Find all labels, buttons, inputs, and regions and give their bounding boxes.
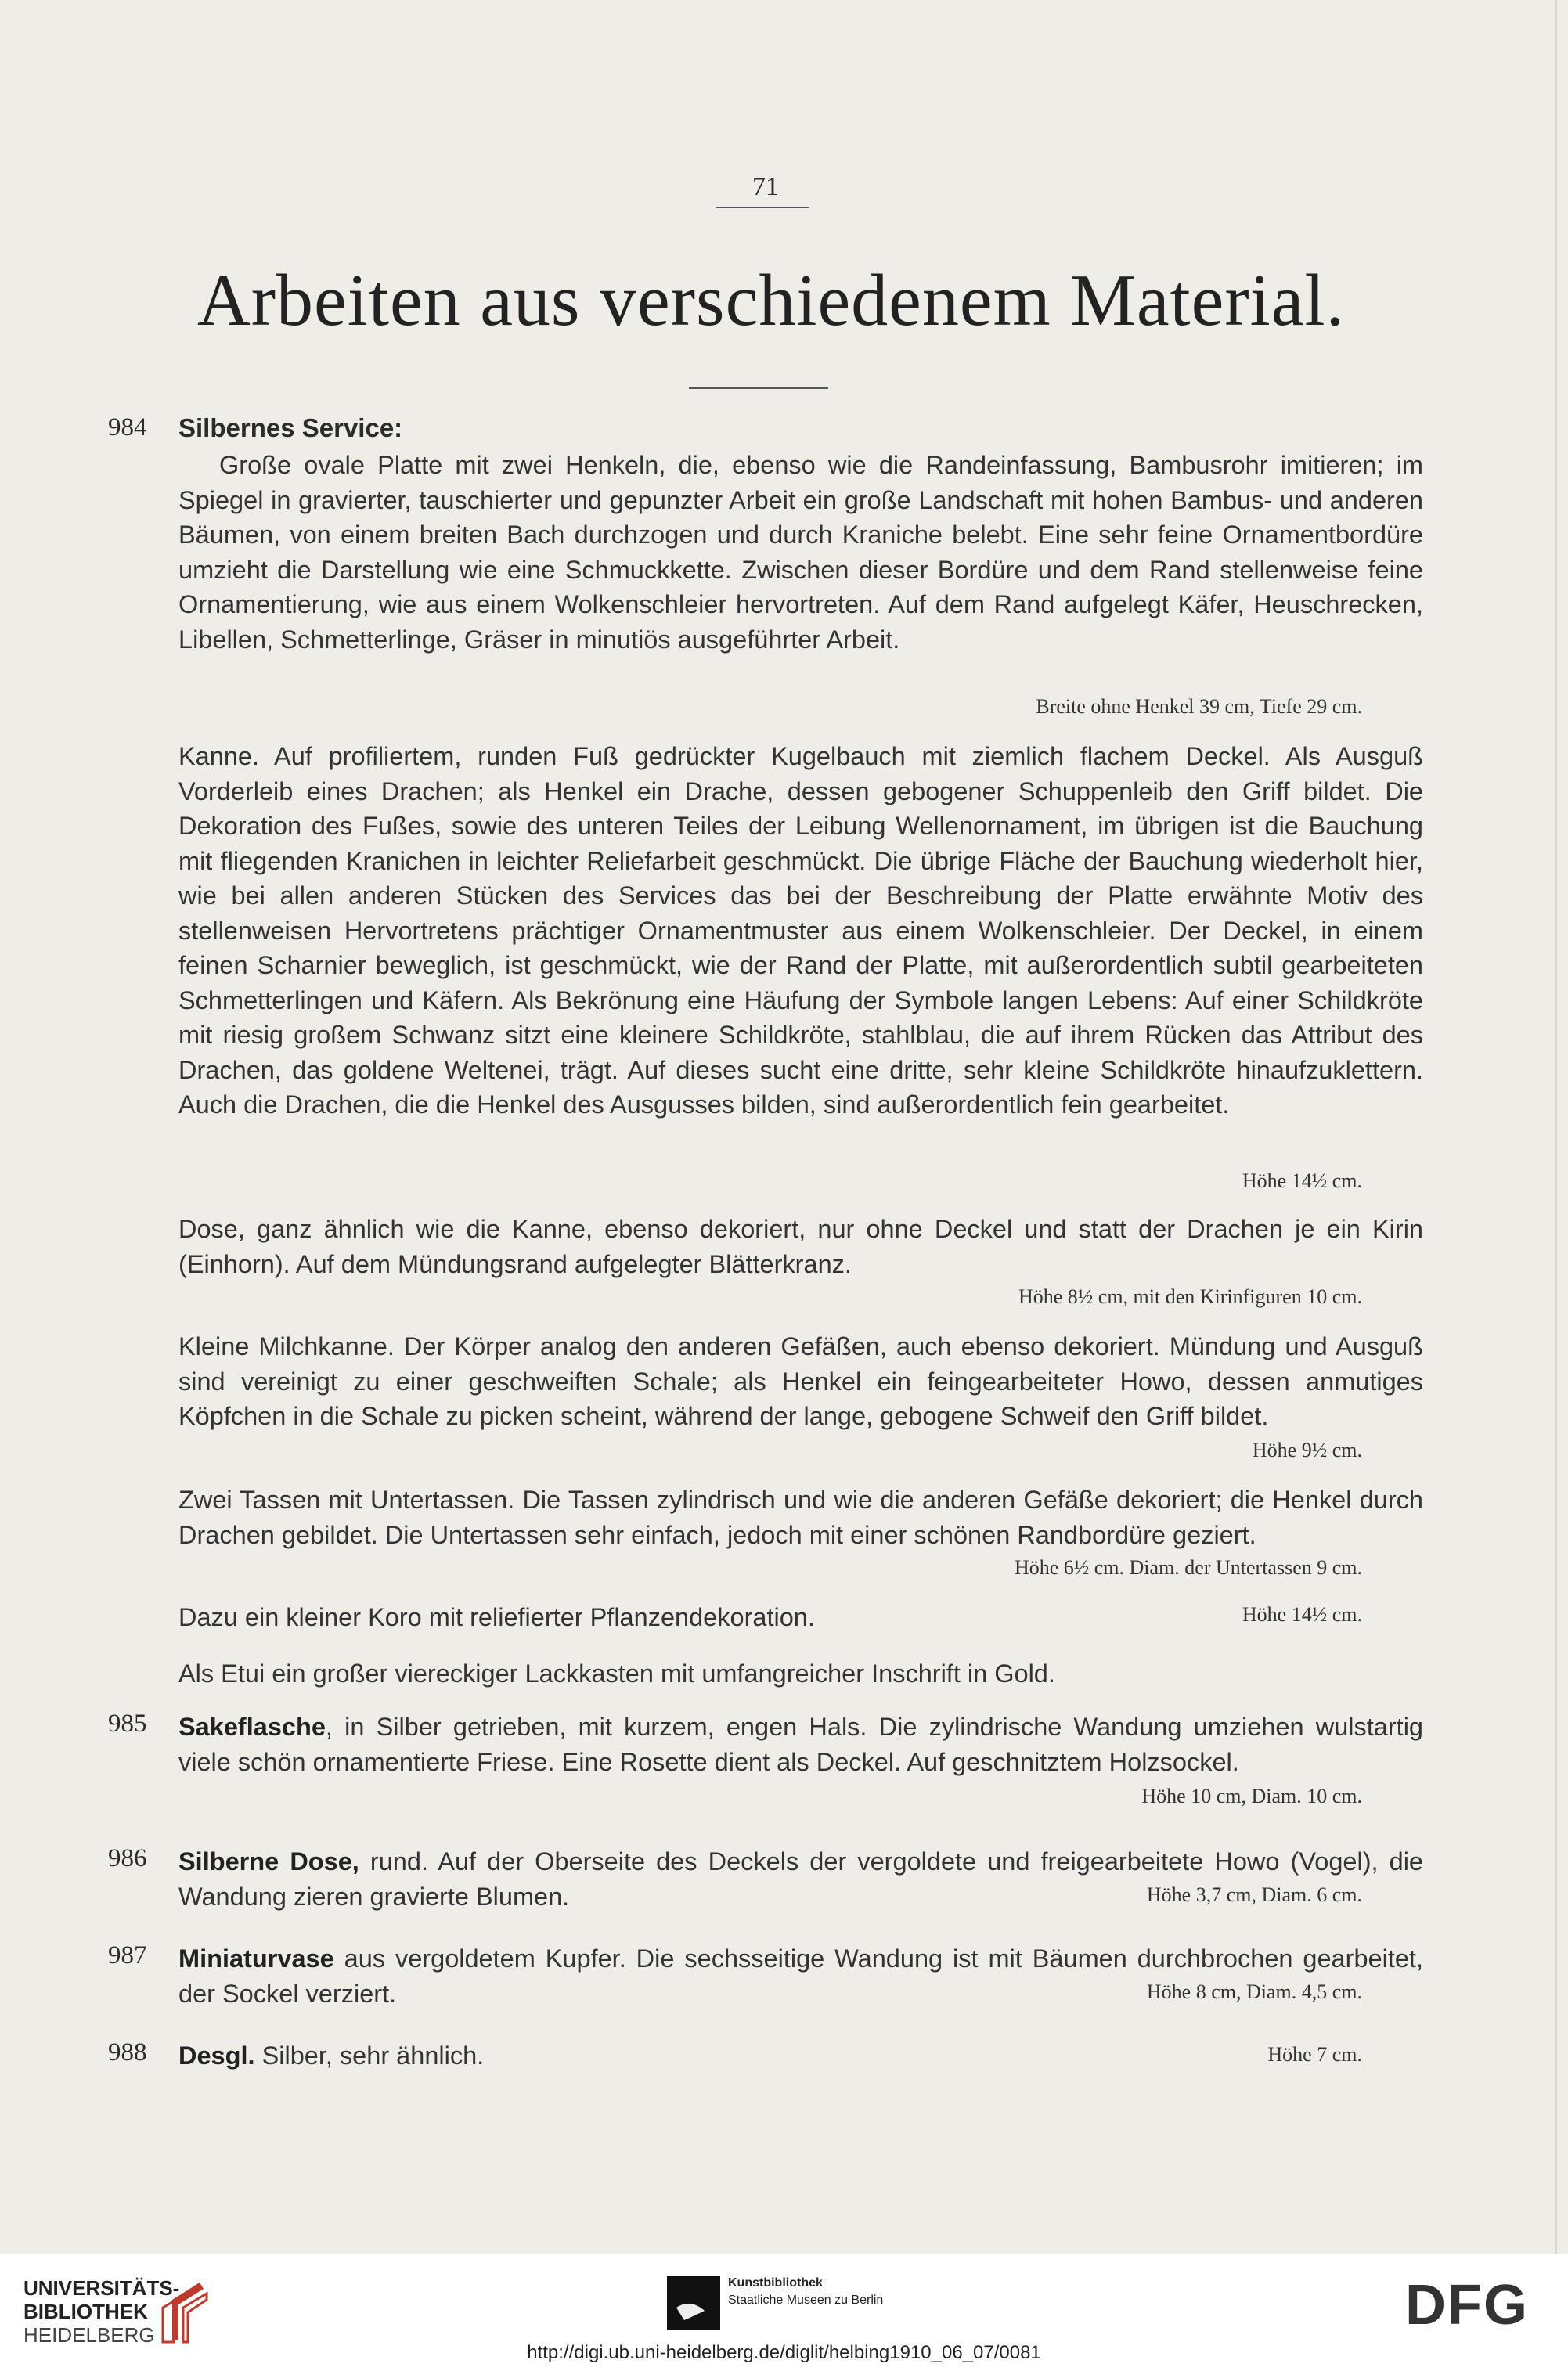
entry-984-paragraph-milchkanne: Kleine Milchkanne. Der Körper analog den anderen Gefäßen, auch ebenso dekoriert. Mündung und Ausguß sind vereinigt zu einer geschweiften Schale; als Henkel ein feingearbeiteter Howo, dessen anmutiges Köpfchen in die Schale zu picken scheint, während der lange, gebogene Schweif den Griff bildet. <box>178 1332 1423 1430</box>
entry-heading-986: Silberne Dose, <box>178 1847 359 1876</box>
entry-984-kanne-measurement: Höhe 14½ cm. <box>1242 1169 1362 1192</box>
page-title: Arbeiten aus verschiedenem Material. <box>196 260 1346 341</box>
entry-number-985: 985 <box>108 1710 147 1738</box>
entry-984-paragraph-koro: Dazu ein kleiner Koro mit reliefierter Pflanzendekoration. <box>178 1603 815 1631</box>
entry-988-measurement: Höhe 7 cm. <box>1267 2043 1362 2066</box>
entry-984-koro-measurement: Höhe 14½ cm. <box>1242 1603 1362 1626</box>
kb-line-1: Kunstbibliothek <box>728 2276 823 2290</box>
entry-number-986: 986 <box>108 1844 147 1872</box>
entry-985-measurement: Höhe 10 cm, Diam. 10 cm. <box>1141 1785 1362 1807</box>
ub-heidelberg-logo-icon <box>157 2276 211 2347</box>
entry-984-paragraph-kanne: Kanne. Auf profiliertem, runden Fuß gedrückter Kugelbauch mit ziemlich flachem Deckel. Als Ausguß Vorderleib eines Drachen; als Henkel ein Drache, dessen gebogener Schuppenleib den Griff bildet. Die Dekoration des Fußes, sowie des unteren Teiles der Leibung Wellenornament, im übrigen ist die Bauchung mit fliegenden Kranichen in leichter Reliefarbeit geschmückt. Die übrige Fläche der Bauchung wiederholt hier, wie bei allen anderen Stücken des Services das bei der Beschreibung der Platte erwähnte Motiv des stellenweisen Hervortretens prächtiger Ornamentmuster aus einem Wolkenschleier. Der Deckel, in einem feinen Scharnier beweglich, ist geschmückt, wie der Rand der Platte, mit außerordentlich subtil gearbeiteten Schmetterlingen und Käfern. Als Bekrönung eine Häufung der Symbole langen Lebens: Auf einer Schildkröte mit riesig großem Schwanz sitzt eine kleinere Schildkröte, stahlblau, die auf ihrem Rücken das Attribut des Drachen, das goldene Weltenei, trägt. Auf dieses sucht eine dritte, sehr kleine Schildkröte hinaufzuklettern. Auch die Drachen, die die Henkel des Ausgusses bilden, sind außerordentlich fein gearbeitet. <box>178 742 1423 1119</box>
ub-line-2: BIBLIOTHEK <box>23 2300 148 2323</box>
entry-number-984: 984 <box>108 413 147 441</box>
entry-984-paragraph-plate: Große ovale Platte mit zwei Henkeln, die, ebenso wie die Randeinfassung, Bambusrohr imitieren; im Spiegel in gravierter, tauschierter und gepunzter Arbeit ein große Landschaft mit hohen Bambus- und anderen Bäumen, von einem breiten Bach durchzogen und durch Kraniche belebt. Eine sehr feine Ornamentbordüre umzieht die Darstellung wie eine Schmuckkette. Zwischen dieser Bordüre und dem Rand stellenweise feine Ornamentierung, wie aus einem Wolkenschleier hervortreten. Auf dem Rand aufgelegt Käfer, Heuschrecken, Libellen, Schmetterlinge, Gräser in minutiös ausgeführter Arbeit. <box>178 451 1423 654</box>
entry-heading-984: Silbernes Service: <box>178 413 403 442</box>
entry-heading-987: Miniaturvase <box>178 1944 334 1973</box>
kunstbibliothek-logo-icon <box>667 2276 720 2330</box>
entry-number-987: 987 <box>108 1941 147 1969</box>
entry-number-988: 988 <box>108 2038 147 2067</box>
title-rule <box>689 387 828 389</box>
entry-984-milchkanne-measurement: Höhe 9½ cm. <box>1252 1439 1362 1461</box>
entry-984-tassen-measurement: Höhe 6½ cm. Diam. der Untertassen 9 cm. <box>1014 1556 1362 1579</box>
ub-line-1: UNIVERSITÄTS- <box>23 2276 180 2300</box>
entry-986-text: rund. Auf der Oberseite des Deckels der vergoldete und freigearbeitete Howo (Vogel), die Wandung zieren gravierte Blumen. <box>178 1847 1423 1911</box>
page-edge <box>1555 0 1557 2254</box>
entry-987-measurement: Höhe 8 cm, Diam. 4,5 cm. <box>1146 1980 1362 2003</box>
entry-984-paragraph-dose: Dose, ganz ähnlich wie die Kanne, ebenso dekoriert, nur ohne Deckel und statt der Drachen je ein Kirin (Einhorn). Auf dem Mündungsrand aufgelegter Blätterkranz. <box>178 1215 1423 1278</box>
entry-987-text: aus vergoldetem Kupfer. Die sechsseitige Wandung ist mit Bäumen durchbrochen gearbeitet, der Sockel verziert. <box>178 1944 1423 2008</box>
entry-985-text: , in Silber getrieben, mit kurzem, engen Hals. Die zylindrische Wandung umziehen wulstartig viele schön ornamentierte Friese. Eine Rosette dient als Deckel. Auf geschnitztem Holzsockel. <box>178 1713 1423 1776</box>
permalink-url[interactable]: http://digi.ub.uni-heidelberg.de/diglit/helbing1910_06_07/0081 <box>527 2342 1041 2363</box>
dfg-logo[interactable]: DFG <box>1405 2274 1529 2337</box>
entry-984-paragraph-tassen: Zwei Tassen mit Untertassen. Die Tassen zylindrisch und wie die anderen Gefäße dekoriert; die Henkel durch Drachen gebildet. Die Untertassen sehr einfach, jedoch mit einer schönen Randbordüre geziert. <box>178 1486 1423 1549</box>
entry-984-paragraph-etui: Als Etui ein großer viereckiger Lackkasten mit umfangreicher Inschrift in Gold. <box>178 1659 1055 1688</box>
kunstbibliothek-label[interactable] <box>728 2275 883 2309</box>
entry-986-measurement: Höhe 3,7 cm, Diam. 6 cm. <box>1146 1883 1362 1906</box>
entry-984-plate-measurement: Breite ohne Henkel 39 cm, Tiefe 29 cm. <box>1036 695 1362 718</box>
entry-984-dose-measurement: Höhe 8½ cm, mit den Kirinfiguren 10 cm. <box>1018 1285 1362 1308</box>
entry-heading-988: Desgl. <box>178 2041 255 2070</box>
ub-line-3: HEIDELBERG <box>23 2323 155 2347</box>
entry-988-text: Silber, sehr ähnlich. <box>254 2041 485 2070</box>
entry-heading-985: Sakeflasche <box>178 1713 326 1741</box>
entry-985-paragraph <box>178 1710 1423 1779</box>
kb-line-2: Staatliche Museen zu Berlin <box>728 2294 884 2307</box>
page-number: 71 <box>752 172 779 201</box>
page-number-rule <box>716 207 809 208</box>
entry-988-paragraph <box>178 2038 1196 2074</box>
